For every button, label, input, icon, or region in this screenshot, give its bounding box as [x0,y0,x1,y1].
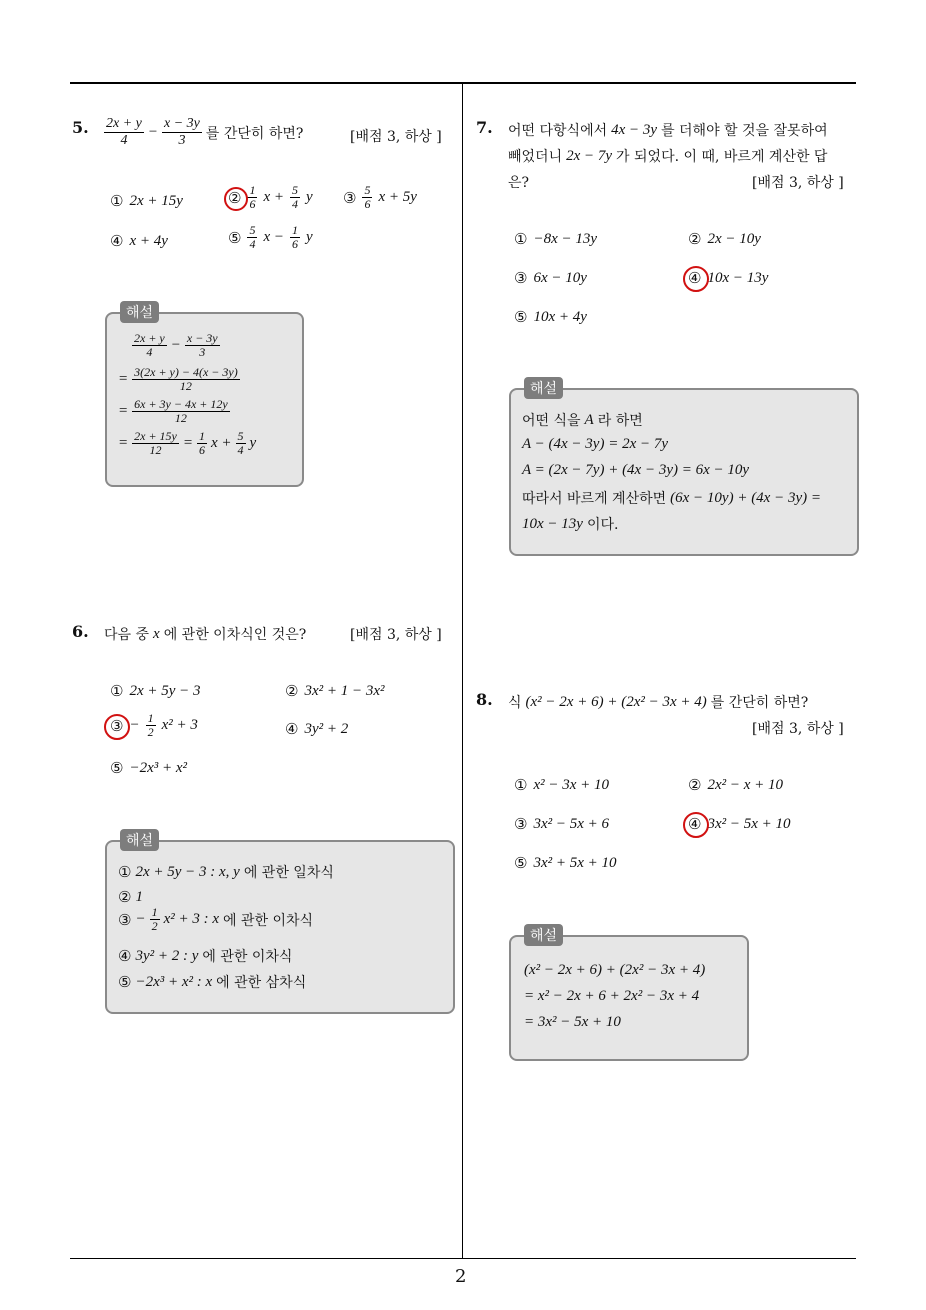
q6-meta: [배점 3, 하상 ] [350,627,442,643]
q8-choice-4[interactable] [688,815,791,833]
q6-choice-4[interactable] [285,720,348,738]
q5-choice-3[interactable] [343,184,417,211]
frac-den: 6 [364,197,371,211]
frac-num: 1 [291,223,298,237]
q8-choice-1[interactable] [514,776,609,794]
answer-mark [224,187,248,211]
choice-number: ① [110,682,124,700]
frac-num: 5 [249,223,256,237]
frac-num: 5 [291,183,298,197]
q8-sol-line3: = 3x² − 5x + 10 [524,1014,621,1030]
choice-expr: 10x − 13y [707,269,769,286]
choice-expr: 6x − 10y [533,269,587,286]
q8-stem: 식 (x² − 2x + 6) + (2x² − 3x + 4) 를 간단히 하면? [508,693,809,711]
q5-sol-line2: = $\frac{3(2x + y) - 4(x - 3y)}{12}$ [118,365,238,393]
choice-expr: 10x + 4y [533,308,587,325]
choice-expr: 3x² − 5x + 6 [533,815,610,832]
q6-choice-1[interactable] [110,682,201,700]
q6-choice-5[interactable] [110,759,187,777]
choice-expr: 2x − 10y [707,230,761,247]
choice-expr: 3x² − 5x + 10 [707,815,791,832]
q8-choice-5[interactable] [514,854,617,872]
q7-choice-3[interactable] [514,269,587,287]
q7-stem-line2: 빼었더니 2x − 7y 가 되었다. 이 때, 바르게 계산한 답 [508,147,828,165]
q5-frac1-num: 2x + y [106,116,142,131]
choice-number: ④ [110,232,124,250]
choice-expr: y [305,189,313,205]
choice-number: ③ [110,717,123,735]
choice-expr: x + 5y [378,189,417,205]
frac-den: 2 [147,725,154,739]
frac-den: 6 [249,197,256,211]
q5-sol-line4: = $\frac{2x + 15y}{12}$ = $\frac{1}{6}$ x + $\frac{5}{4}$ y [118,429,257,457]
q7-sol-line1: 어떤 식을 A 라 하면 [522,411,643,429]
choice-expr: y [305,229,313,245]
q7-sol-line2: A − (4x − 3y) = 2x − 7y [522,436,669,452]
q5-meta: [배점 3, 하상 ] [350,129,442,145]
q8-solution-tag: 해설 [524,924,563,946]
q6-number: 6. [72,622,89,641]
choice-expr: −2x³ + x² [129,759,188,776]
q7-sol-line3: A = (2x − 7y) + (4x − 3y) = 6x − 10y [522,462,750,478]
choice-number: ③ [514,815,528,833]
q8-choice-2[interactable] [688,776,783,794]
q5-sol-line1: $\frac{2x + y}{4}$ − $\frac{x - 3y}{3}$ [134,331,218,359]
choice-expr: 3x² + 1 − 3x² [304,682,385,699]
choice-number: ⑤ [514,854,528,872]
choice-number: ③ [514,269,528,287]
q7-stem-line3: 은? [508,175,530,191]
q5-minus: − [147,124,158,140]
q6-sol-line2: ② 1 [118,888,143,906]
q6-sol-line3: ③ − $\frac{1}{2}$ x² + 3 : x 에 관한 이차식 [118,905,314,933]
q6-choice-2[interactable] [285,682,385,700]
q6-choice-3[interactable] [110,712,198,739]
choice-expr: 2x² − x + 10 [707,776,784,793]
q6-stem: 다음 중 x 에 관한 이차식인 것은? [104,625,307,643]
q8-sol-line2: = x² − 2x + 6 + 2x² − 3x + 4 [524,988,700,1004]
choice-number: ② [688,230,702,248]
choice-expr: x² − 3x + 10 [533,776,610,793]
q5-choice-5[interactable] [228,224,313,251]
choice-number: ② [228,189,241,207]
choice-number: ① [514,230,528,248]
q8-choice-3[interactable] [514,815,609,833]
q7-choice-2[interactable] [688,230,761,248]
choice-expr: 2x + 5y − 3 [129,682,201,699]
q7-number: 7. [476,118,493,137]
choice-number: ② [688,776,702,794]
choice-expr: x² + 3 [161,717,198,733]
q5-solution-tag: 해설 [120,301,159,323]
choice-number: ④ [285,720,299,738]
choice-number: ⑤ [110,759,124,777]
top-rule [70,82,856,84]
choice-number: ① [110,192,124,210]
choice-expr: x + 4y [129,232,168,249]
choice-expr: 2x + 15y [129,192,183,209]
choice-number: ③ [343,188,357,207]
q5-frac2-num: x − 3y [164,116,200,131]
frac-num: 1 [249,183,256,197]
q7-solution-tag: 해설 [524,377,563,399]
q6-sol-line1: ① 2x + 5y − 3 : x, y 에 관한 일차식 [118,863,334,881]
q6-sol-line4: ④ 3y² + 2 : y 에 관한 이차식 [118,947,293,965]
choice-expr: 3y² + 2 [304,720,349,737]
answer-mark [683,266,709,292]
q5-choice-1[interactable] [110,192,183,210]
q5-frac2-den: 3 [178,133,186,148]
choice-expr: −8x − 13y [533,230,598,247]
frac-num: 1 [147,711,154,725]
answer-mark [683,812,709,838]
q7-sol-line5: 10x − 13y 이다. [522,515,619,533]
q5-choice-4[interactable] [110,232,168,250]
q5-sol-line3: = $\frac{6x + 3y - 4x + 12y}{12}$ [118,397,228,425]
choice-expr: − [129,717,140,733]
bottom-rule [70,1258,856,1259]
choice-expr: x + [263,189,284,205]
choice-number: ④ [688,269,701,287]
q7-choice-4[interactable] [688,269,768,287]
frac-den: 4 [249,237,256,251]
choice-number: ① [514,776,528,794]
q7-stem-line1: 어떤 다항식에서 4x − 3y 를 더해야 할 것을 잘못하여 [508,121,828,139]
q8-sol-line1: (x² − 2x + 6) + (2x² − 3x + 4) [524,962,706,978]
answer-mark [104,714,130,740]
q7-choice-1[interactable] [514,230,597,248]
choice-number: ⑤ [228,228,242,247]
choice-number: ④ [688,815,701,833]
q7-choice-5[interactable] [514,308,587,326]
q6-solution-tag: 해설 [120,829,159,851]
column-divider [462,84,463,1259]
q5-number: 5. [72,118,89,137]
frac-den: 4 [291,197,298,211]
q7-meta: [배점 3, 하상 ] [752,175,844,191]
frac-num: 5 [364,183,371,197]
choice-expr: 3x² + 5x + 10 [533,854,617,871]
frac-den: 6 [291,237,298,251]
q6-sol-line5: ⑤ −2x³ + x² : x 에 관한 삼차식 [118,973,307,991]
q8-meta: [배점 3, 하상 ] [752,721,844,737]
page-number: 2 [455,1266,467,1287]
q8-number: 8. [476,690,493,709]
q5-text: 를 간단히 하면? [205,125,304,142]
q5-frac1-den: 4 [120,133,128,148]
choice-number: ② [285,682,299,700]
q5-stem [104,116,303,149]
q7-sol-line4: 따라서 바르게 계산하면 (6x − 10y) + (4x − 3y) = [522,489,821,507]
q5-choice-2[interactable] [228,184,313,211]
choice-expr: x − [263,229,284,245]
choice-number: ⑤ [514,308,528,326]
